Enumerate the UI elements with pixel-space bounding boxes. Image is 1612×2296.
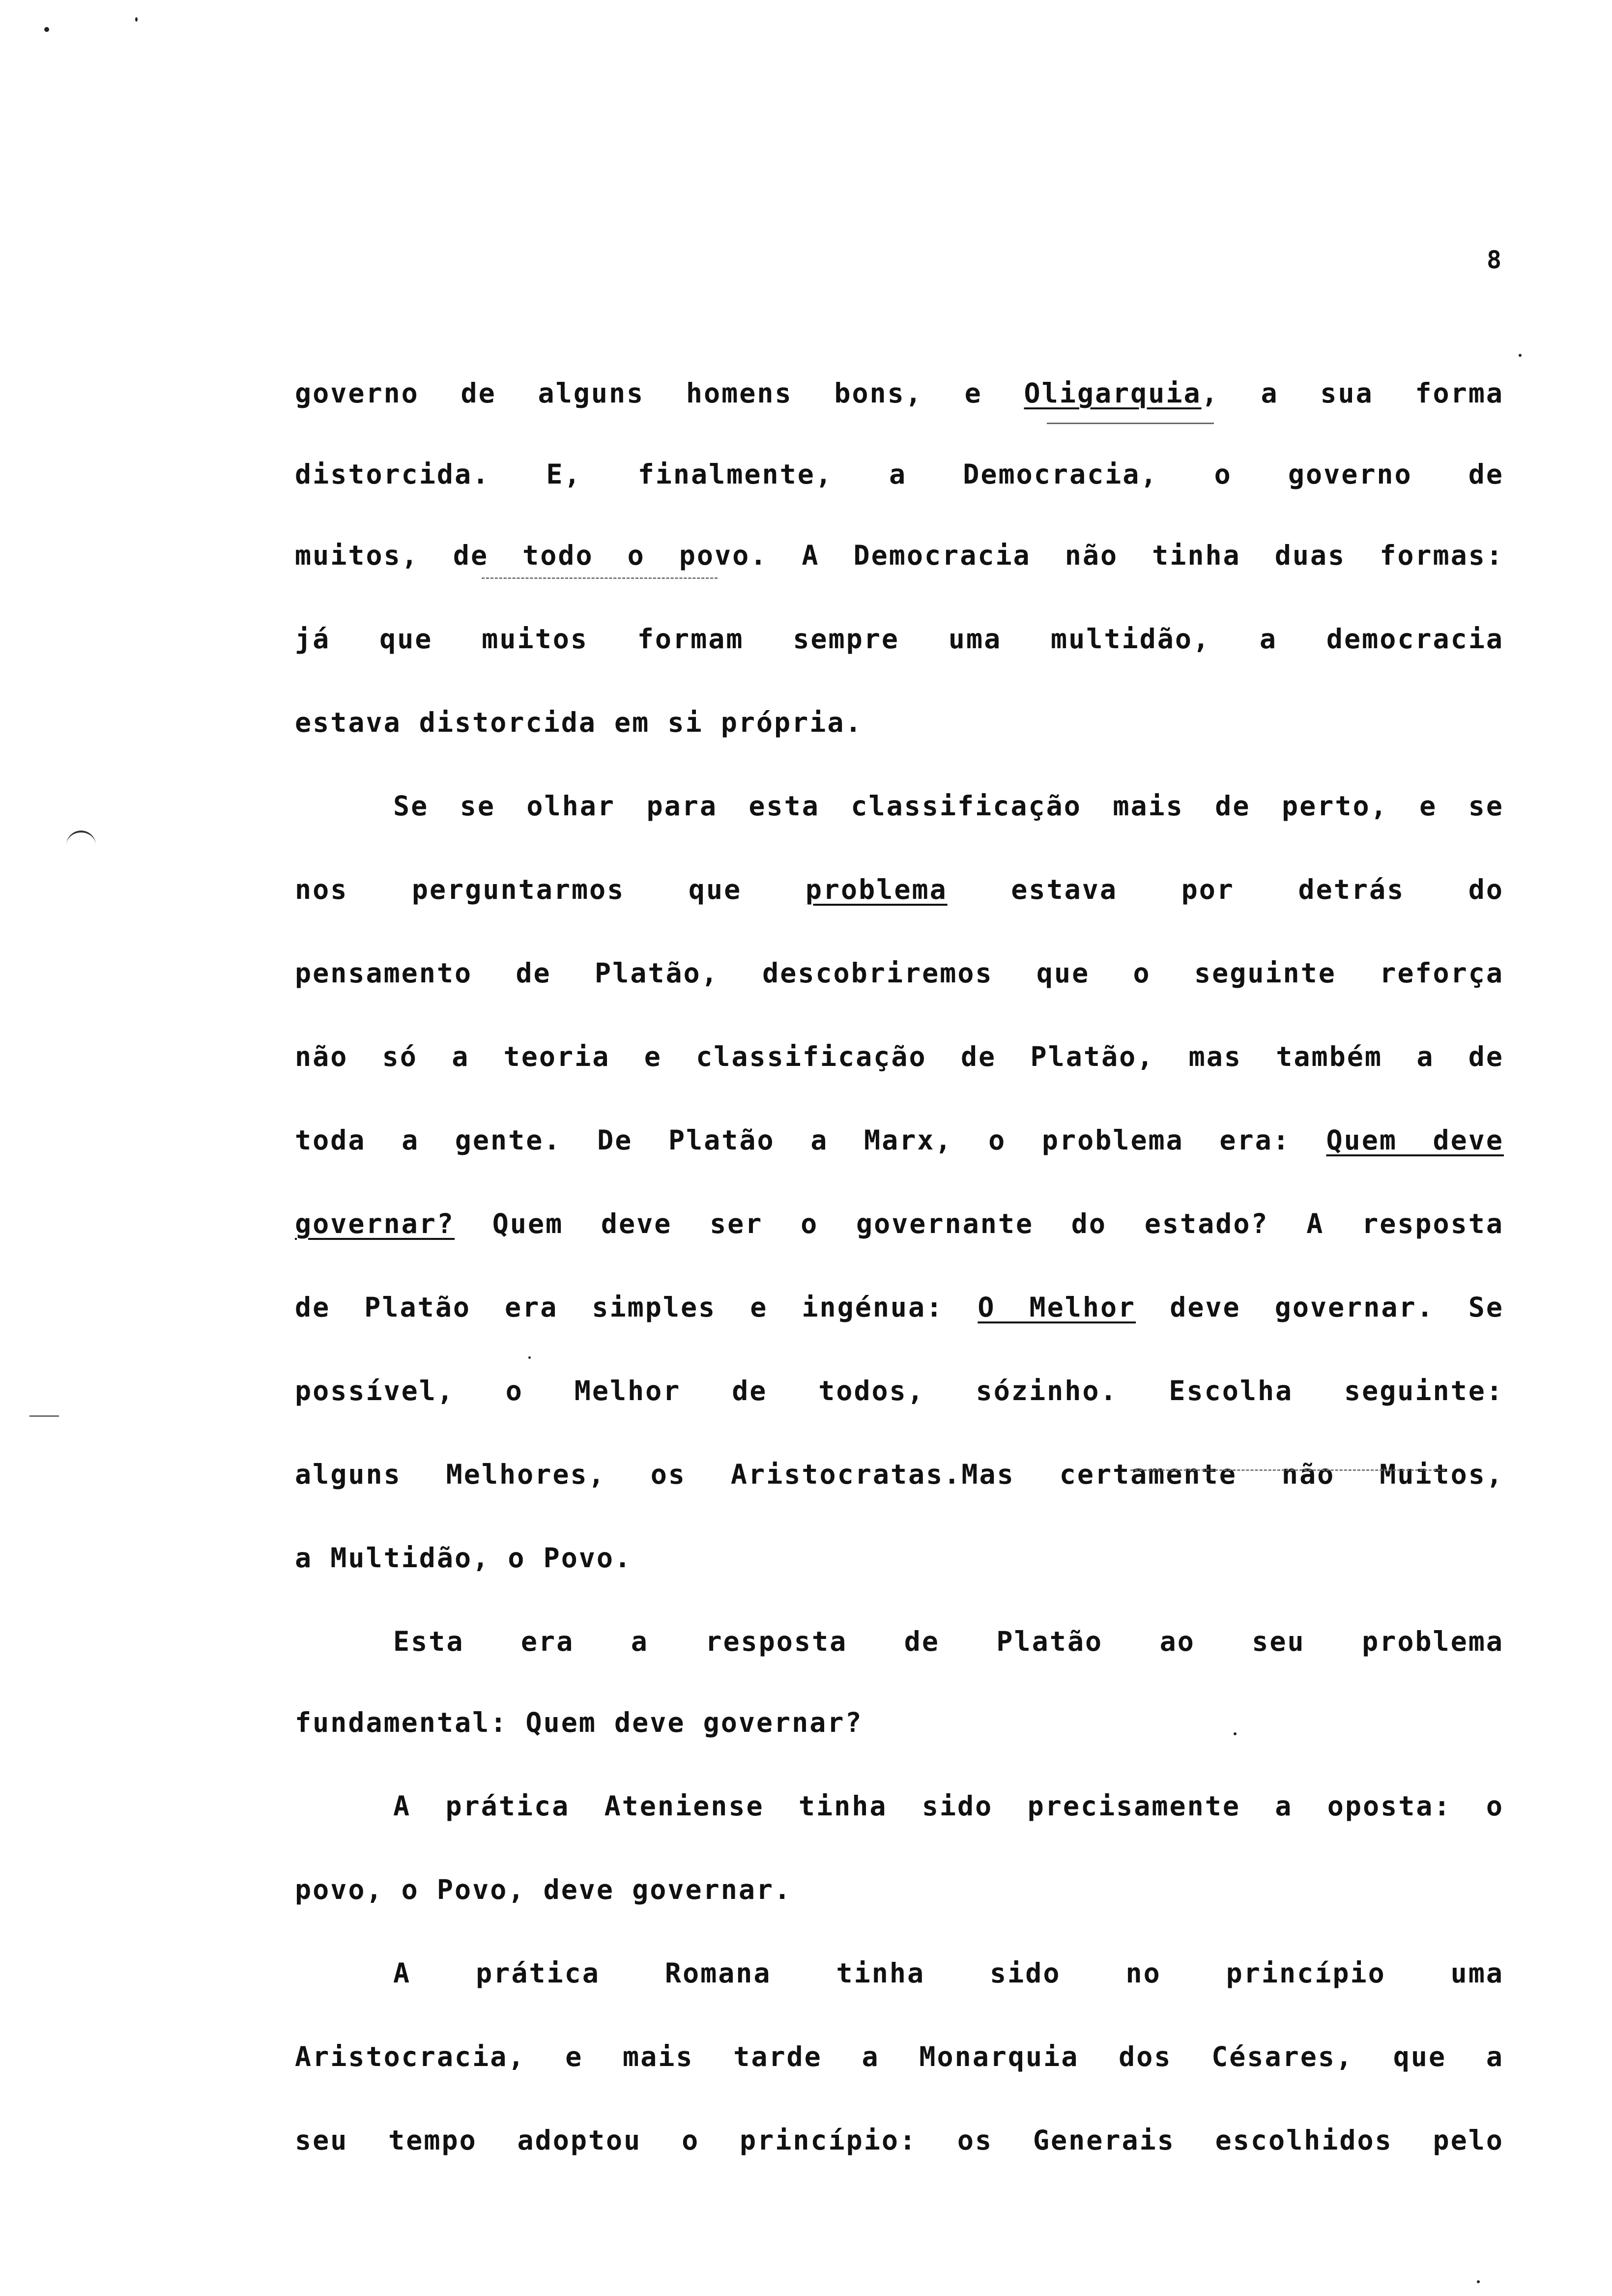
text-segment: Esta era a resposta de Platão ao seu problema [393, 1626, 1504, 1657]
text-line [295, 1705, 1504, 1740]
underlined-text: O Melhor [978, 1292, 1136, 1323]
text-segment: deve governar. Se [1136, 1292, 1504, 1323]
text-segment: A prática Romana tinha sido no princípio uma [393, 1957, 1504, 1989]
text-segment: já que muitos formam sempre uma multidão, a democracia [295, 623, 1504, 655]
text-line [295, 622, 1504, 656]
pencil-underline [1130, 1469, 1445, 1471]
text-line [295, 457, 1504, 491]
text-line [295, 1290, 1504, 1324]
scan-speck [1477, 2280, 1480, 2283]
pencil-underline [482, 577, 718, 579]
scan-speck [135, 17, 138, 22]
text-line [393, 1789, 1504, 1823]
underlined-text: Quem deve [1326, 1124, 1504, 1156]
text-segment: não só a teoria e classificação de Platão, mas também a de [295, 1041, 1504, 1072]
text-segment: nos perguntarmos que [295, 874, 806, 905]
margin-pencil-mark [66, 831, 96, 847]
text-line [295, 1039, 1504, 1074]
text-line [393, 1956, 1504, 1990]
pencil-underline [1047, 423, 1214, 424]
text-segment: estava distorcida em si própria. [295, 707, 863, 738]
text-line [295, 705, 1504, 740]
text-line [393, 1624, 1504, 1659]
text-line [295, 376, 1504, 410]
text-segment: governo de alguns homens bons, e [295, 377, 1024, 409]
text-line [295, 872, 1504, 907]
text-segment: de Platão era simples e ingénua: [295, 1292, 978, 1323]
text-segment: seu tempo adoptou o princípio: os Generais escolhidos pelo [295, 2124, 1504, 2156]
text-segment: possível, o Melhor de todos, sózinho. Escolha seguinte: [295, 1375, 1504, 1406]
text-line [295, 1457, 1504, 1492]
text-segment: fundamental: Quem deve governar? [295, 1707, 863, 1738]
scan-speck [44, 27, 49, 32]
underlined-text: Oligarquia [1024, 377, 1202, 409]
scan-speck [1519, 354, 1522, 357]
page-number: 8 [1487, 246, 1502, 274]
underlined-text: governar? [295, 1208, 455, 1239]
margin-pencil-mark [29, 1415, 59, 1417]
text-segment: alguns Melhores, os Aristocratas.Mas certamente não Muitos, [295, 1459, 1504, 1490]
text-segment: toda a gente. De Platão a Marx, o problema era: [295, 1124, 1326, 1156]
text-segment: muitos, de todo o povo. A Democracia não tinha duas formas: [295, 540, 1504, 571]
underlined-text: problema [805, 874, 948, 905]
text-segment: A prática Ateniense tinha sido precisamente a oposta: o [393, 1790, 1504, 1822]
text-line [295, 538, 1504, 573]
text-segment: distorcida. E, finalmente, a Democracia, o governo de [295, 459, 1504, 490]
text-line [295, 1123, 1504, 1157]
text-line [393, 789, 1504, 823]
text-line [295, 1872, 1504, 1907]
text-segment: a Multidão, o Povo. [295, 1542, 633, 1574]
text-line [295, 1206, 1504, 1241]
text-segment: Se se olhar para esta classificação mais de perto, e se [393, 790, 1504, 822]
scan-speck [1234, 1732, 1237, 1735]
text-segment: estava por detrás do [947, 874, 1504, 905]
text-segment: , a sua forma [1201, 377, 1504, 409]
text-segment: pensamento de Platão, descobriremos que o seguinte reforça [295, 957, 1504, 989]
text-segment: Aristocracia, e mais tarde a Monarquia dos Césares, que a [295, 2041, 1504, 2072]
text-line [295, 2039, 1504, 2074]
text-segment: povo, o Povo, deve governar. [295, 1874, 792, 1905]
text-line [295, 956, 1504, 990]
scan-speck [528, 1356, 531, 1359]
text-line [295, 2123, 1504, 2157]
text-segment: Quem deve ser o governante do estado? A resposta [455, 1208, 1504, 1239]
text-line [295, 1374, 1504, 1408]
text-line [295, 1541, 1504, 1575]
